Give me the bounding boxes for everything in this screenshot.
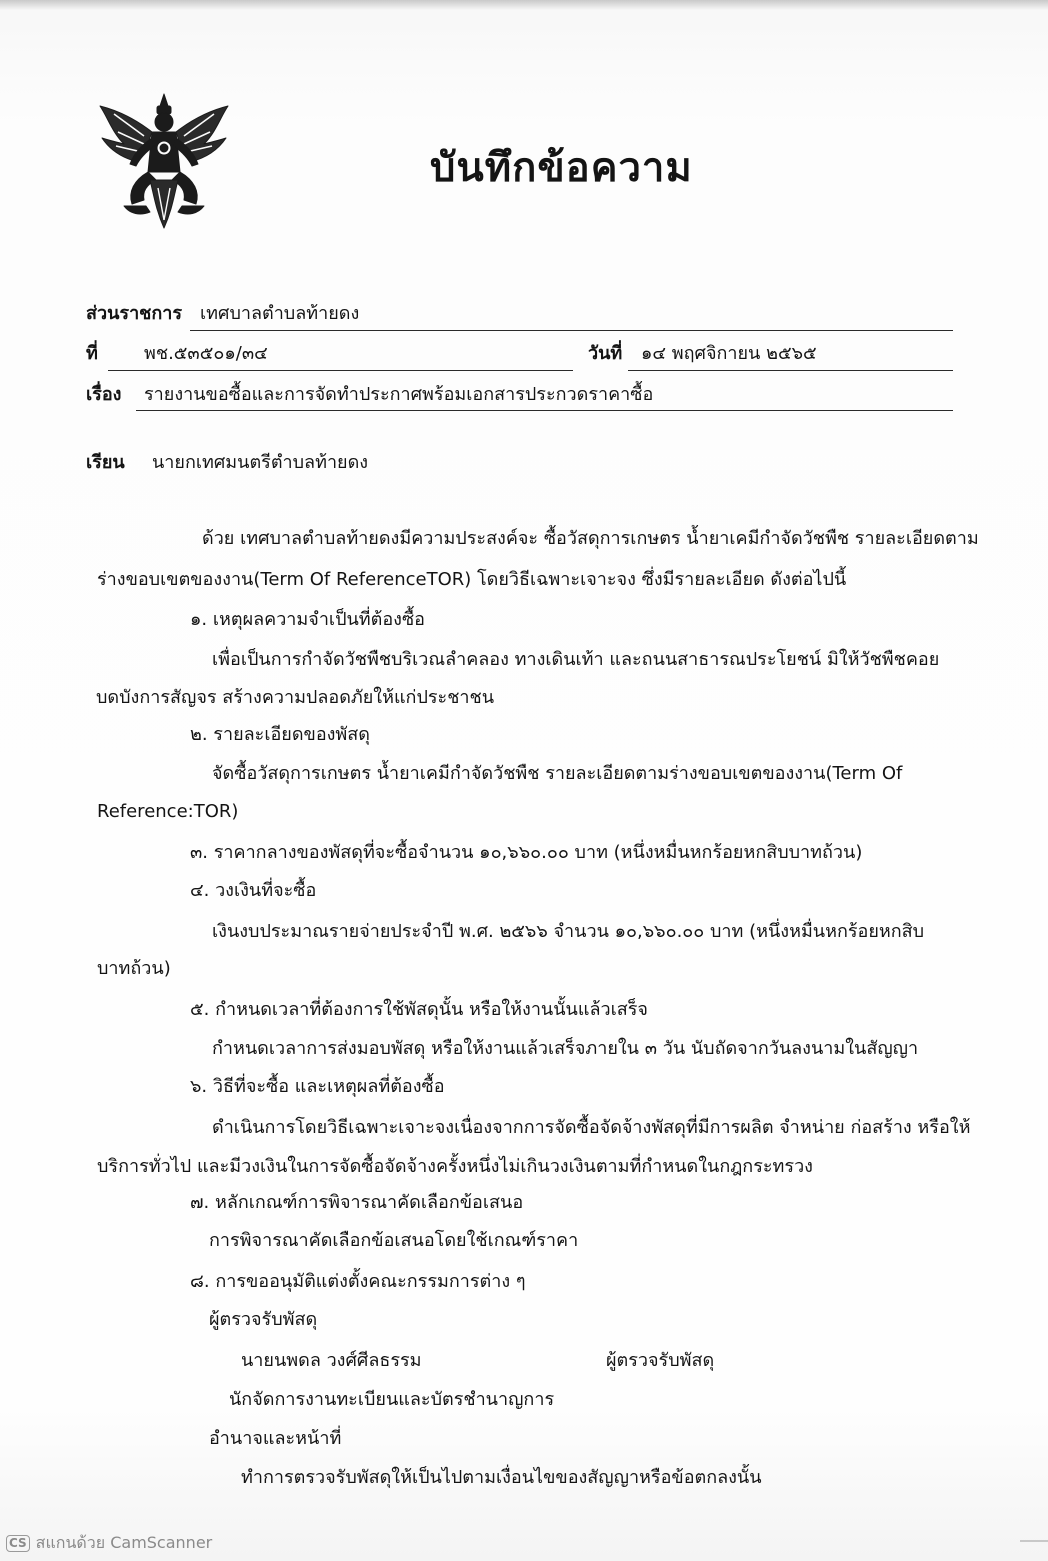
section-7-line-1: การพิจารณาคัดเลือกข้อเสนอโดยใช้เกณฑ์ราคา (209, 1230, 579, 1251)
addressee-value: นายกเทศมนตรีตำบลท้ายดง (152, 452, 369, 473)
section-8-heading: ๘. การขออนุมัติแต่งตั้งคณะกรรมการต่าง ๆ (190, 1271, 526, 1292)
intro-line-1: ด้วย เทศบาลตำบลท้ายดงมีความประสงค์จะ ซื้อวัสดุการเกษตร น้ำยาเคมีกำจัดวัชพืช รายละเอียดตาม (202, 528, 979, 549)
inspector-name: นายนพดล วงศ์ศีลธรรม (241, 1350, 422, 1371)
duty-text: ทำการตรวจรับพัสดุให้เป็นไปตามเงื่อนไขของสัญญาหรือข้อตกลงนั้น (241, 1467, 762, 1488)
subject-rule (136, 410, 953, 411)
ref-rule (108, 370, 573, 371)
section-4-line-1: เงินงบประมาณรายจ่ายประจำปี พ.ศ. ๒๕๖๖ จำนวน ๑๐,๖๖๐.๐๐ บาท (หนึ่งหมื่นหกร้อยหกสิบ (212, 921, 925, 942)
section-1-line-1: เพื่อเป็นการกำจัดวัชพืชบริเวณลำคลอง ทางเดินเท้า และถนนสาธารณประโยชน์ มิให้วัชพืชคอย (212, 649, 940, 670)
duty-heading: อำนาจและหน้าที่ (209, 1428, 342, 1449)
section-6-line-1: ดำเนินการโดยวิธีเฉพาะเจาะจงเนื่องจากการจัดซื้อจัดจ้างพัสดุที่มีการผลิต จำหน่าย ก่อสร้าง หรือให้ (212, 1117, 971, 1138)
page-edge-mark (1020, 1540, 1048, 1542)
addressee-label: เรียน (86, 452, 125, 473)
camscanner-text: สแกนด้วย CamScanner (35, 1533, 213, 1552)
section-6-heading: ๖. วิธีที่จะซื้อ และเหตุผลที่ต้องซื้อ (190, 1076, 445, 1097)
agency-rule (190, 330, 953, 331)
section-8-sub-heading: ผู้ตรวจรับพัสดุ (209, 1309, 318, 1330)
section-2-heading: ๒. รายละเอียดของพัสดุ (190, 724, 370, 745)
section-5-line-1: กำหนดเวลาการส่งมอบพัสดุ หรือให้งานแล้วเสร็จภายใน ๓ วัน นับถัดจากวันลงนามในสัญญา (212, 1038, 919, 1059)
agency-value: เทศบาลตำบลท้ายดง (200, 303, 360, 324)
memo-title: บันทึกข้อความ (430, 145, 693, 191)
section-4-heading: ๔. วงเงินที่จะซื้อ (190, 880, 317, 901)
section-7-heading: ๗. หลักเกณฑ์การพิจารณาคัดเลือกข้อเสนอ (190, 1192, 524, 1213)
section-1-heading: ๑. เหตุผลความจำเป็นที่ต้องซื้อ (190, 609, 425, 630)
section-3-heading: ๓. ราคากลางของพัสดุที่จะซื้อจำนวน ๑๐,๖๖๐.๐๐ บาท (หนึ่งหมื่นหกร้อยหกสิบบาทถ้วน) (190, 842, 863, 863)
section-5-heading: ๕. กำหนดเวลาที่ต้องการใช้พัสดุนั้น หรือให้งานนั้นแล้วเสร็จ (190, 999, 648, 1020)
section-1-line-2: บดบังการสัญจร สร้างความปลอดภัยให้แก่ประชาชน (96, 687, 495, 708)
camscanner-logo-icon: CS (6, 1535, 30, 1552)
section-2-line-1: จัดซื้อวัสดุการเกษตร น้ำยาเคมีกำจัดวัชพืช รายละเอียดตามร่างขอบเขตของงาน(Term Of (212, 763, 903, 784)
inspector-role: ผู้ตรวจรับพัสดุ (606, 1350, 715, 1371)
intro-line-2: ร่างขอบเขตของงาน(Term Of ReferenceTOR) โดยวิธีเฉพาะเจาะจง ซึ่งมีรายละเอียด ดังต่อไปนี้ (97, 569, 847, 590)
date-label: วันที่ (588, 343, 623, 364)
ref-value: พช.๕๓๕๐๑/๓๔ (144, 343, 268, 364)
ref-label: ที่ (86, 343, 98, 364)
section-2-line-2: Reference:TOR) (97, 801, 239, 822)
section-4-line-2: บาทถ้วน) (97, 958, 171, 979)
subject-value: รายงานขอซื้อและการจัดทำประกาศพร้อมเอกสารประกวดราคาซื้อ (144, 384, 654, 405)
date-rule (628, 370, 953, 371)
scan-edge-shadow (0, 0, 1048, 10)
inspector-position: นักจัดการงานทะเบียนและบัตรชำนาญการ (229, 1389, 555, 1410)
date-value: ๑๔ พฤศจิกายน ๒๕๖๕ (641, 343, 817, 364)
camscanner-watermark (6, 1531, 212, 1556)
garuda-emblem (94, 88, 234, 238)
section-6-line-2: บริการทั่วไป และมีวงเงินในการจัดซื้อจัดจ้างครั้งหนึ่งไม่เกินวงเงินตามที่กำหนดในกฎกระทรวง (97, 1156, 813, 1177)
subject-label: เรื่อง (86, 384, 122, 405)
agency-label: ส่วนราชการ (86, 303, 183, 324)
